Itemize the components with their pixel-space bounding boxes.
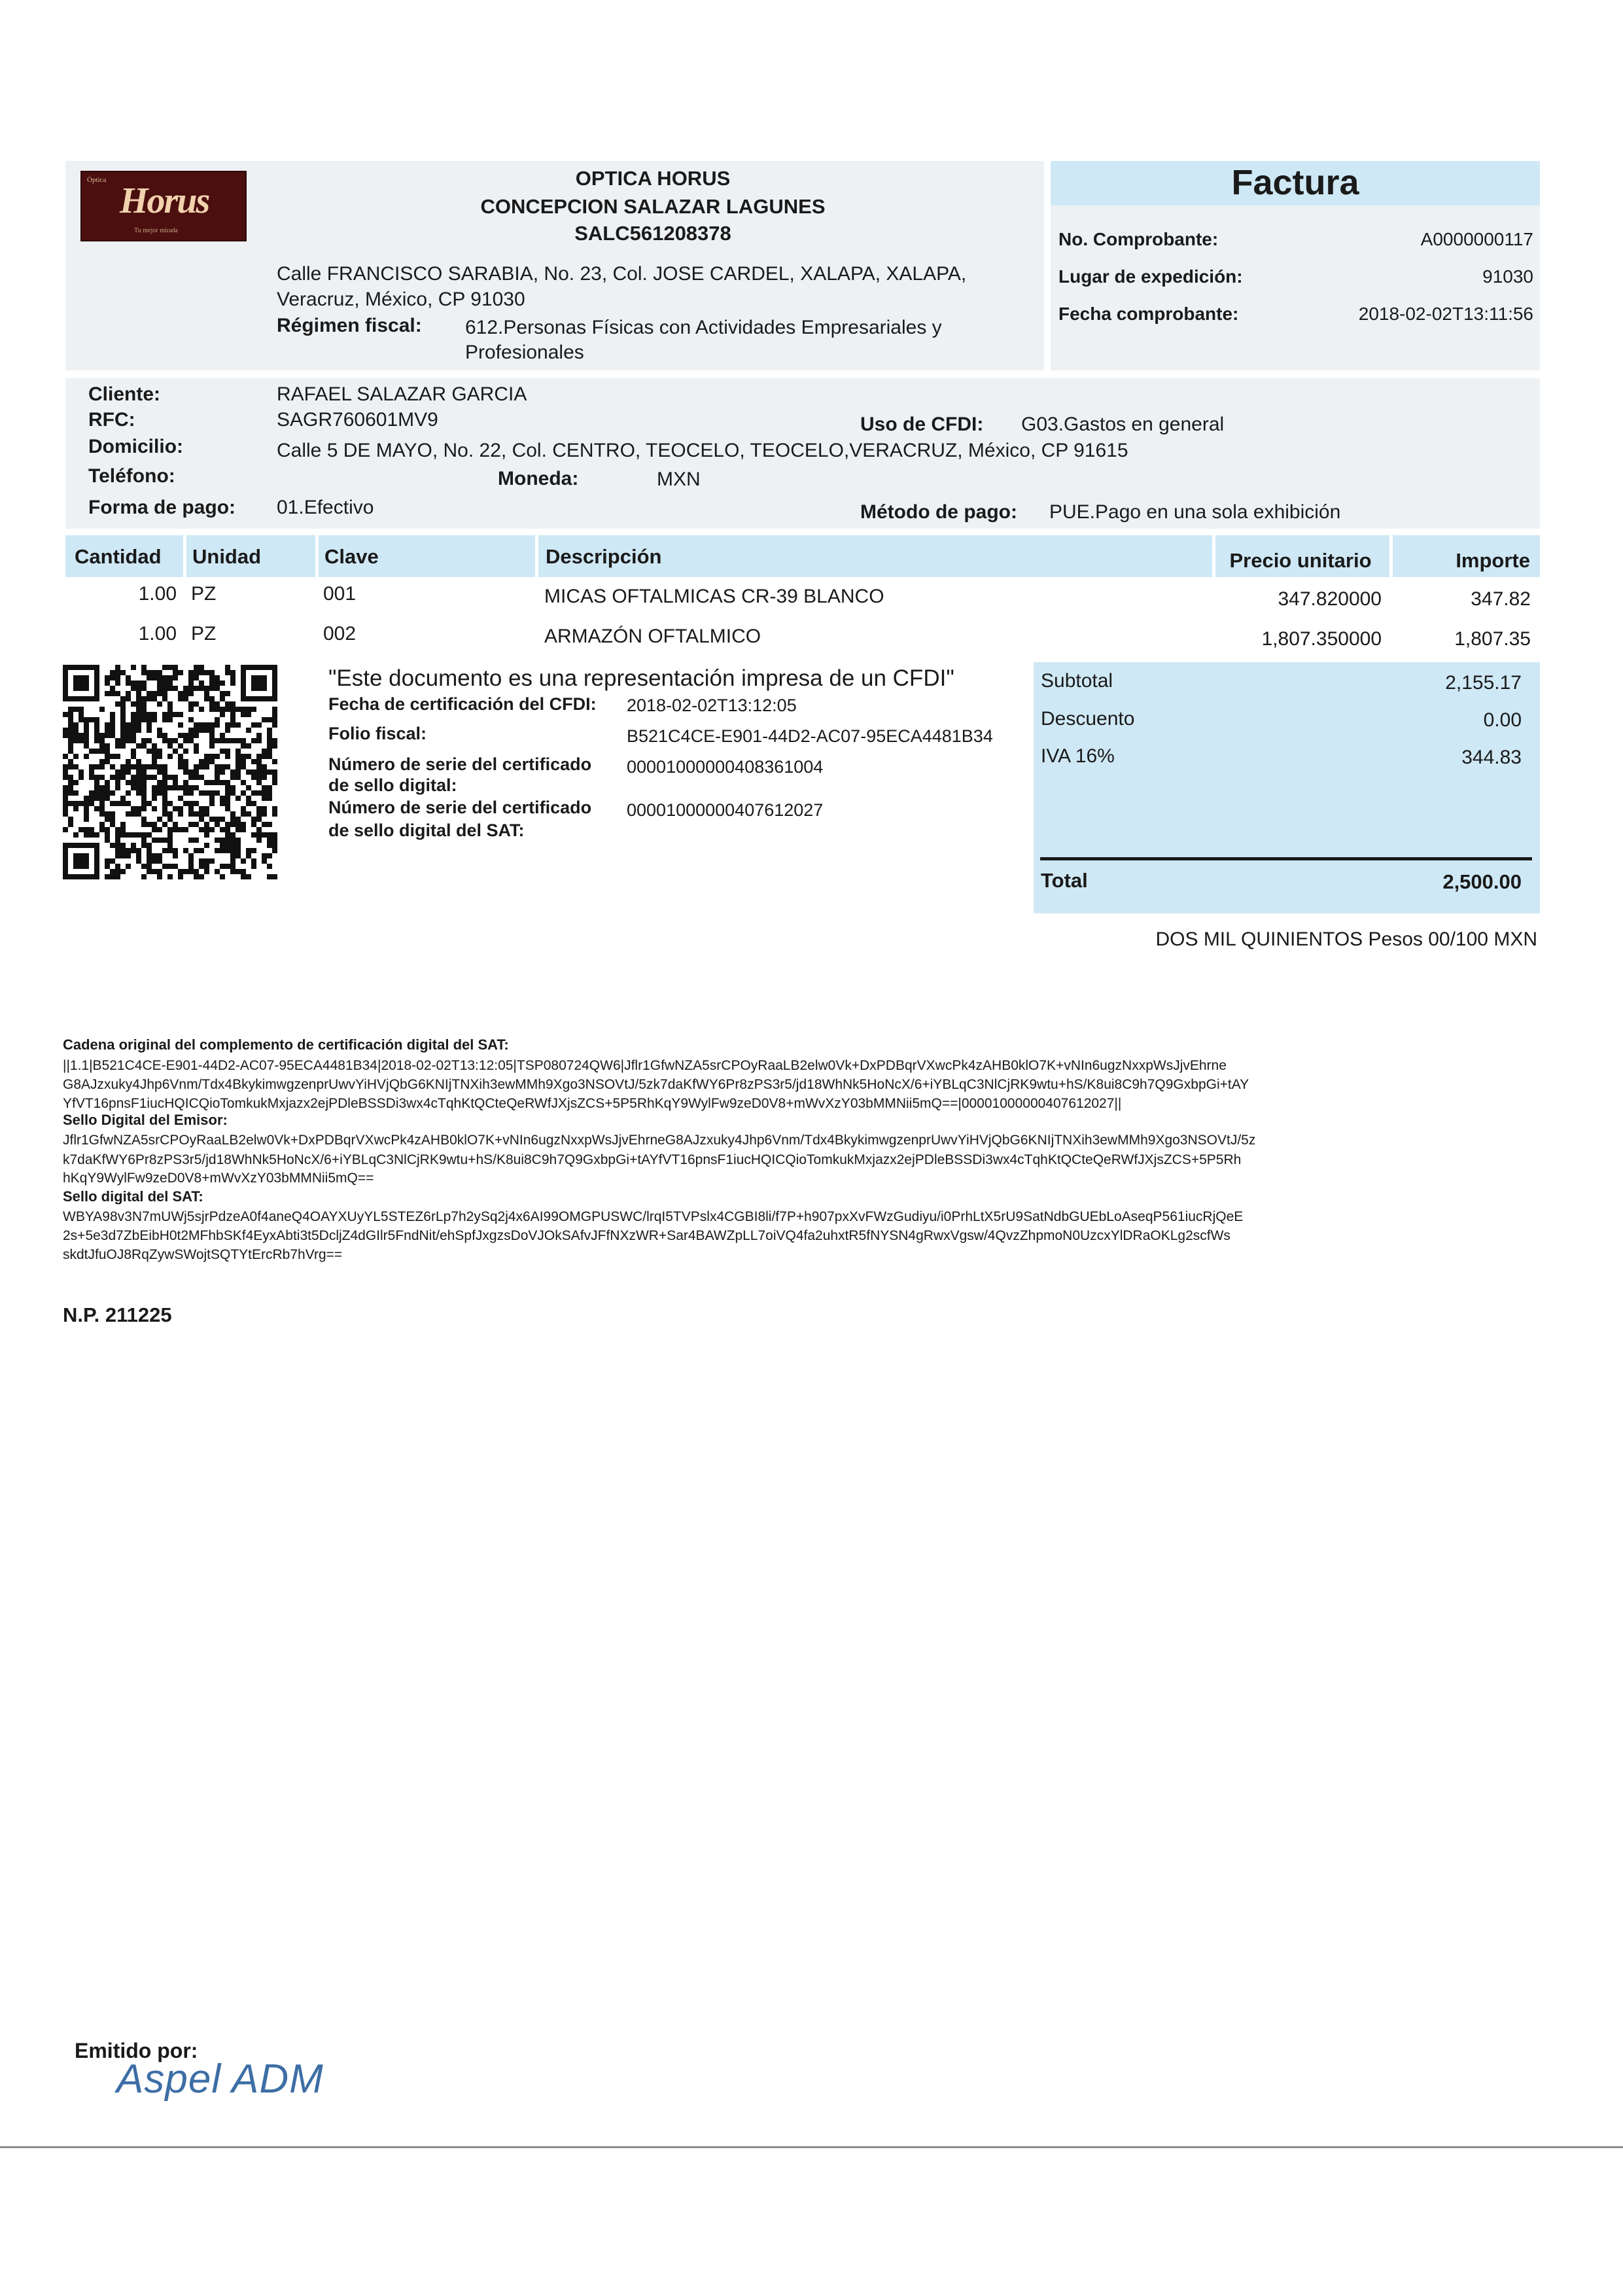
forma-pago-label: Forma de pago: <box>88 497 236 518</box>
header-divider <box>535 535 538 577</box>
moneda-value: MXN <box>657 468 701 490</box>
row1-importe: 347.82 <box>1471 588 1531 610</box>
regimen-label: Régimen fiscal: <box>277 315 422 336</box>
row1-descripcion: MICAS OFTALMICAS CR-39 BLANCO <box>544 586 884 607</box>
issuer-legal-name: CONCEPCION SALAZAR LAGUNES <box>480 195 826 218</box>
issuer-rfc: SALC561208378 <box>574 222 731 245</box>
serie-sat-label-1: Número de serie del certificado <box>328 798 592 817</box>
regimen-value-1: 612.Personas Físicas con Actividades Empresariales y <box>465 317 942 338</box>
telefono-label: Teléfono: <box>88 465 175 487</box>
sello-sat-line: skdtJfuOJ8RqZywSWojtSQTYtErcRb7hVrg== <box>63 1247 343 1262</box>
folio-fiscal-label: Folio fiscal: <box>328 724 427 743</box>
issuer-address-line2: Veracruz, México, CP 91030 <box>277 289 525 310</box>
serie-cert-value: 00001000000408361004 <box>627 757 824 777</box>
fecha-cert-value: 2018-02-02T13:12:05 <box>627 696 797 715</box>
sello-sat-line: WBYA98v3N7mUWj5sjrPdzeA0f4aneQ4OAYXUyYL5STEZ6rLp7h2ySq2j4x6AI99OMGPUSWC/lrqI5TVPslx4CGBI8li/f7P+h907pxXvFWzGudiyu/i0PrhLtX5rU9SatNdbGUEbLoAseqP561iucRjQeE <box>63 1209 1244 1224</box>
serie-cert-label-1: Número de serie del certificado <box>328 754 592 774</box>
qr-code <box>63 665 277 879</box>
row1-precio: 347.820000 <box>1278 588 1382 610</box>
row1-cantidad: 1.00 <box>138 583 177 605</box>
cliente-label: Cliente: <box>88 383 161 405</box>
iva-value: 344.83 <box>1461 747 1522 768</box>
no-comprobante-label: No. Comprobante: <box>1058 229 1219 249</box>
cliente-value: RAFAEL SALAZAR GARCIA <box>277 383 527 405</box>
subtotal-value: 2,155.17 <box>1445 672 1522 694</box>
header-divider <box>183 535 186 577</box>
row2-descripcion: ARMAZÓN OFTALMICO <box>544 626 761 647</box>
col-unidad: Unidad <box>192 545 262 568</box>
total-label: Total <box>1041 869 1088 892</box>
forma-pago-value: 01.Efectivo <box>277 497 374 518</box>
aspel-adm-logo: Aspel ADM <box>116 2057 324 2102</box>
row2-unidad: PZ <box>191 623 217 645</box>
folio-fiscal-value: B521C4CE-E901-44D2-AC07-95ECA4481B34 <box>627 726 993 746</box>
descuento-value: 0.00 <box>1483 709 1522 731</box>
np-number: N.P. 211225 <box>63 1303 172 1326</box>
col-precio-unitario: Precio unitario <box>1229 549 1372 572</box>
col-importe: Importe <box>1456 549 1530 572</box>
totals-rule <box>1040 857 1532 860</box>
metodo-pago-label: Método de pago: <box>860 501 1017 523</box>
logo-tiny-top: Óptica <box>87 176 107 184</box>
rfc-value: SAGR760601MV9 <box>277 409 438 431</box>
cfdi-heading: "Este documento es una representación impresa de un CFDI" <box>328 665 954 691</box>
col-descripcion: Descripción <box>546 545 662 568</box>
col-clave: Clave <box>324 545 379 568</box>
total-in-words: DOS MIL QUINIENTOS Pesos 00/100 MXN <box>1155 928 1537 950</box>
sello-sat-line: 2s+5e3d7ZbEibH0t2MFhbSKf4EyxAbti3t5DcljZ4dGIlr5FndNit/ehSpfJxgzsDoVJOkSAfvJFfNXzWR+Sar4BAWZpLL7oiVQ4fa2uhxtR5fNYSN4gRwxVgsw/4QvzZhpmoN0UzcxYlDRaOKLg2scfWs <box>63 1228 1230 1243</box>
subtotal-label: Subtotal <box>1041 670 1113 692</box>
horus-logo <box>80 171 247 241</box>
metodo-pago-value: PUE.Pago en una sola exhibición <box>1049 501 1341 523</box>
fecha-cert-label: Fecha de certificación del CFDI: <box>328 694 597 714</box>
cadena-original-label: Cadena original del complemento de certificación digital del SAT: <box>63 1036 509 1053</box>
issuer-trade-name: OPTICA HORUS <box>575 167 731 190</box>
lugar-expedicion-label: Lugar de expedición: <box>1058 266 1243 287</box>
sello-emisor-line: Jflr1GfwNZA5srCPOyRaaLB2elw0Vk+DxPDBqrVXwcPk4zAHB0klO7K+vNIn6ugzNxxpWsJjvEhrneG8AJzxuky4Jhp6Vnm/Tdx4BkykimwgzenprUwvYiHVjQbG6KNIjTNXih3ewMMh9Xgo3NSOVtJ/5z <box>63 1133 1256 1148</box>
regimen-value-2: Profesionales <box>465 342 584 363</box>
sello-emisor-label: Sello Digital del Emisor: <box>63 1112 228 1128</box>
domicilio-value: Calle 5 DE MAYO, No. 22, Col. CENTRO, TEOCELO, TEOCELO,VERACRUZ, México, CP 91615 <box>277 440 1128 461</box>
col-cantidad: Cantidad <box>75 545 162 568</box>
serie-sat-label-2: de sello digital del SAT: <box>328 821 525 840</box>
header-divider <box>315 535 319 577</box>
row2-precio: 1,807.350000 <box>1261 628 1382 650</box>
total-value: 2,500.00 <box>1442 870 1522 893</box>
emitido-por-label: Emitido por: <box>75 2039 198 2062</box>
row1-unidad: PZ <box>191 583 217 605</box>
header-divider <box>1389 535 1393 577</box>
rfc-label: RFC: <box>88 409 135 431</box>
domicilio-label: Domicilio: <box>88 436 184 457</box>
sello-emisor-line: hKqY9WylFw9zeD0V8+mWvXzY03bMMNii5mQ== <box>63 1171 374 1186</box>
moneda-label: Moneda: <box>498 468 579 489</box>
row2-cantidad: 1.00 <box>138 623 177 645</box>
serie-cert-label-2: de sello digital: <box>328 775 457 795</box>
uso-cfdi-value: G03.Gastos en general <box>1021 414 1225 435</box>
logo-tiny-bottom: Tu mejor mirada <box>134 227 178 234</box>
logo-text: Horus <box>120 181 209 221</box>
header-divider <box>1212 535 1215 577</box>
uso-cfdi-label: Uso de CFDI: <box>860 414 984 435</box>
invoice-title: Factura <box>1231 163 1359 202</box>
row2-importe: 1,807.35 <box>1454 628 1531 650</box>
issuer-address-line1: Calle FRANCISCO SARABIA, No. 23, Col. JOSE CARDEL, XALAPA, XALAPA, <box>277 263 967 285</box>
sello-emisor-line: k7daKfWY6Pr8zPS3r5/jd18WhNk5HoNcX/6+iYBLqC3NlCjRK9wtu+hS/K8ui8C9h7Q9GxbpGi+tAYfVT16pnsF1iucHQICQioTomkukMxjazx2ejPDleBSSDi3wx4cTqhKtQCteQeRWfJXjsZCS+5P5Rh <box>63 1152 1242 1167</box>
row1-clave: 001 <box>323 583 357 605</box>
serie-sat-value: 00001000000407612027 <box>627 800 824 820</box>
iva-label: IVA 16% <box>1041 745 1115 767</box>
cadena-original-line: YfVT16pnsF1iucHQICQioTomkukMxjazx2ejPDleBSSDi3wx4cTqhKtQCteQeRWfJXjsZCS+5P5RhKqY9WylFw9zeD0V8+mWvXzY03bMMNii5mQ==|00001000000407612027|| <box>63 1096 1122 1111</box>
descuento-label: Descuento <box>1041 708 1135 730</box>
fecha-comprobante-label: Fecha comprobante: <box>1058 304 1239 324</box>
scan-edge-line <box>0 2146 1623 2148</box>
sello-sat-label: Sello digital del SAT: <box>63 1188 203 1205</box>
row2-clave: 002 <box>323 623 357 645</box>
cadena-original-line: ||1.1|B521C4CE-E901-44D2-AC07-95ECA4481B34|2018-02-02T13:12:05|TSP080724QW6|Jflr1GfwNZA5srCPOyRaaLB2elw0Vk+DxPDBqrVXwcPk4zAHB0klO7K+vNIn6ugzNxxpWsJjvEhrne <box>63 1058 1227 1073</box>
no-comprobante-value: A0000000117 <box>1420 229 1533 249</box>
fecha-comprobante-value: 2018-02-02T13:11:56 <box>1358 304 1533 324</box>
cadena-original-line: G8AJzxuky4Jhp6Vnm/Tdx4BkykimwgzenprUwvYiHVjQbG6KNIjTNXih3ewMMh9Xgo3NSOVtJ/5zk7daKfWY6Pr8zPS3r5/jd18WhNk5HoNcX/6+iYBLqC3NlCjRK9wtu+hS/K8ui8C9h7Q9GxbpGi+tAY <box>63 1077 1249 1092</box>
lugar-expedicion-value: 91030 <box>1482 266 1533 287</box>
